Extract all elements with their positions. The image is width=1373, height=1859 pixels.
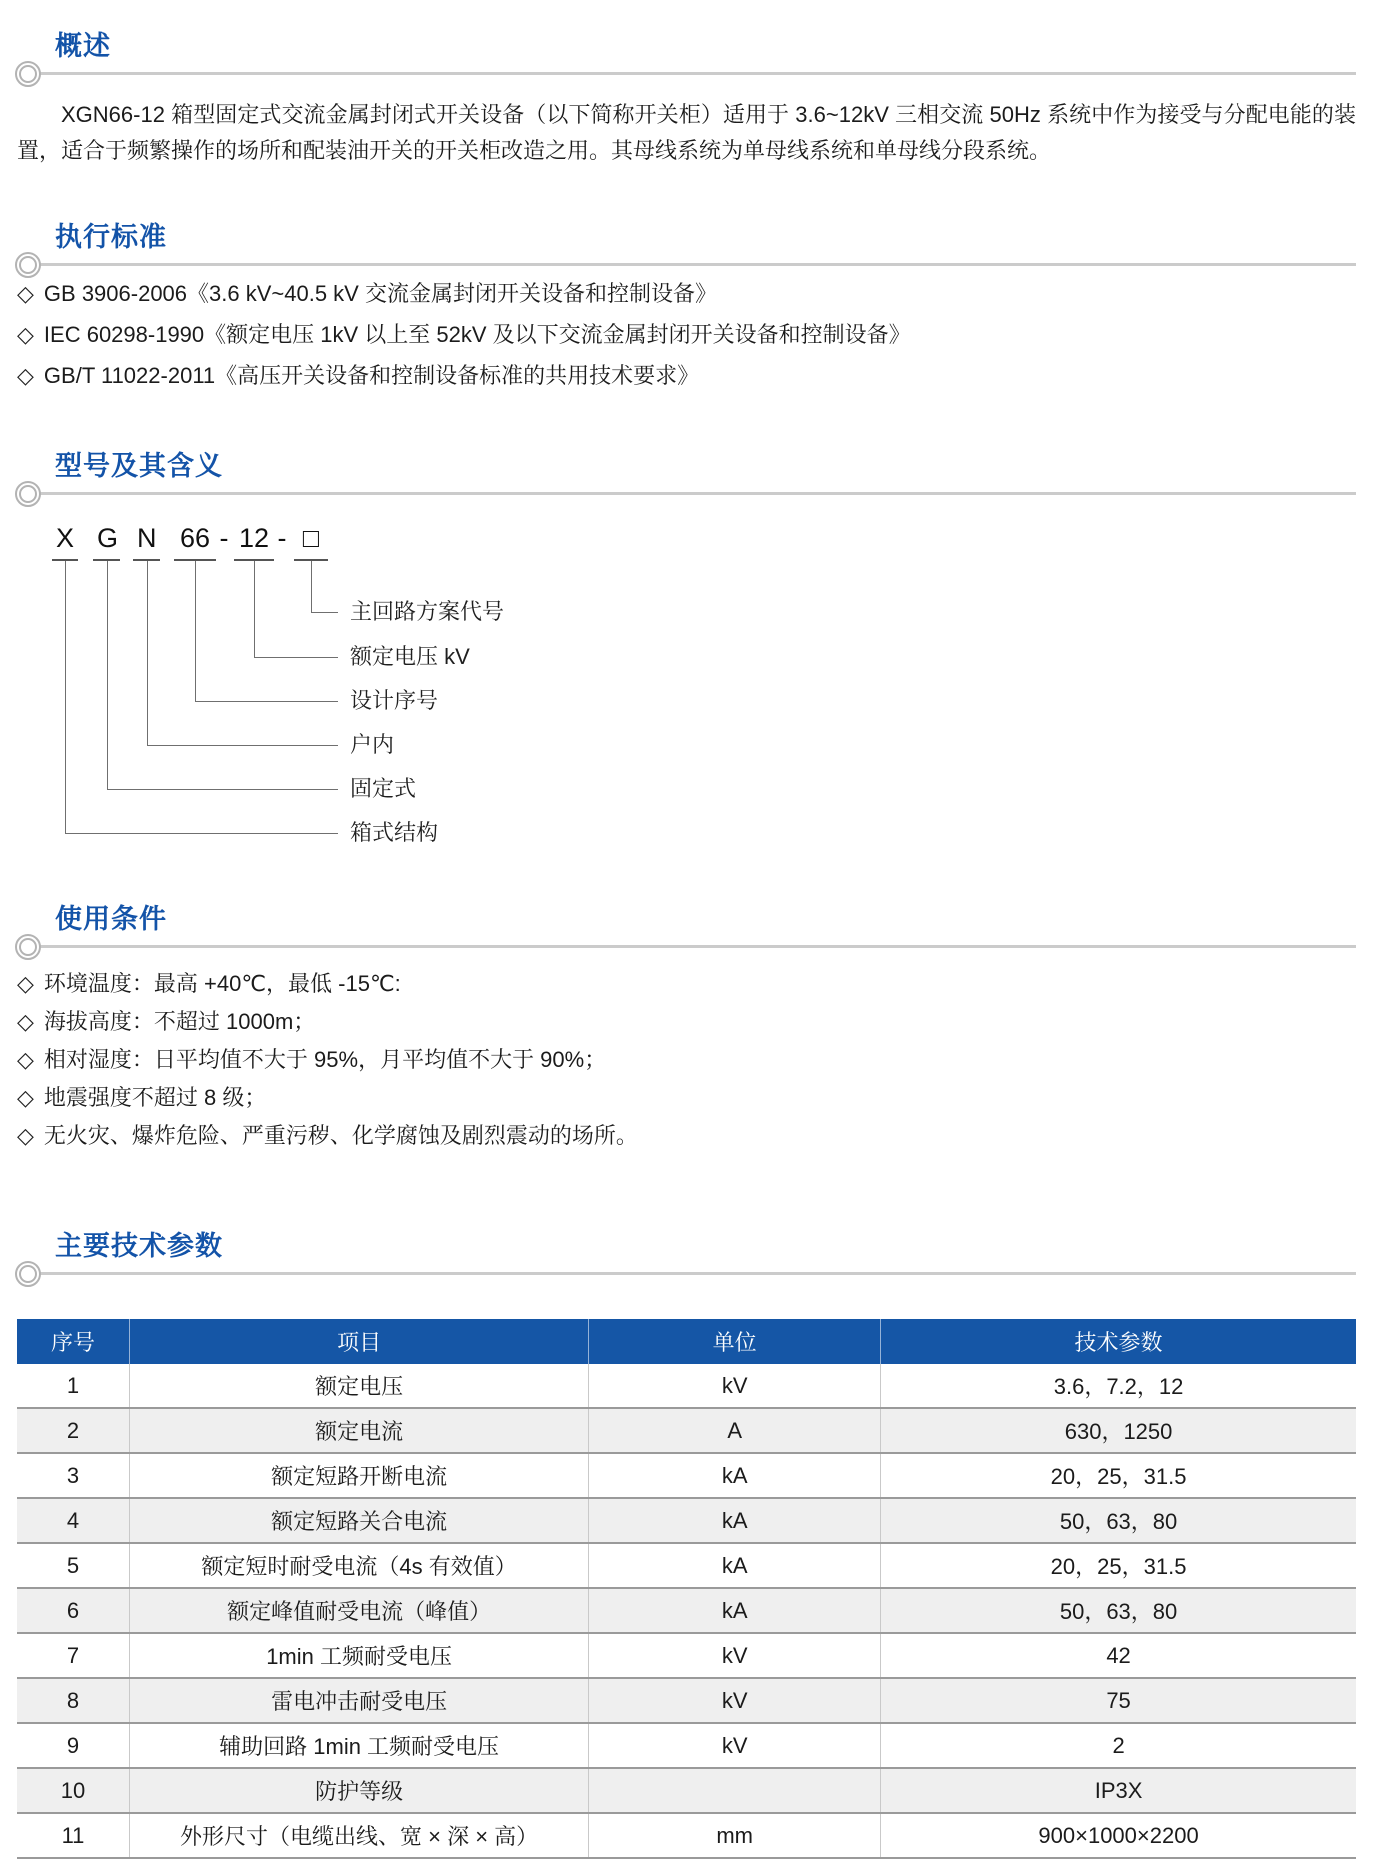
- table-cell: mm: [589, 1813, 881, 1858]
- table-cell: kV: [589, 1633, 881, 1678]
- table-cell: 额定短路开断电流: [129, 1453, 588, 1498]
- model-code-part: -: [277, 523, 287, 553]
- condition-item: [17, 1010, 1356, 1034]
- model-code-part: G: [97, 523, 119, 553]
- table-cell: kV: [589, 1678, 881, 1723]
- section-header-model: [17, 450, 1356, 495]
- table-row: [17, 1678, 1356, 1723]
- section-title-model: 型号及其含义: [55, 451, 223, 481]
- diamond-bullet-icon: ◇: [17, 1047, 34, 1072]
- table-cell: 11: [17, 1813, 129, 1858]
- table-cell: 1min 工频耐受电压: [129, 1633, 588, 1678]
- model-code-diagram: [17, 523, 1356, 853]
- diamond-bullet-icon: ◇: [17, 971, 34, 996]
- table-cell: 额定峰值耐受电流（峰值）: [129, 1588, 588, 1633]
- section-title-parameters: 主要技术参数: [55, 1231, 223, 1261]
- section-divider: [29, 263, 1356, 266]
- table-cell: 20，25，31.5: [881, 1453, 1356, 1498]
- table-cell: 630，1250: [881, 1408, 1356, 1453]
- table-cell: 额定电压: [129, 1364, 588, 1408]
- table-row: [17, 1723, 1356, 1768]
- table-cell: 50，63，80: [881, 1588, 1356, 1633]
- table-cell: 5: [17, 1543, 129, 1588]
- diamond-bullet-icon: ◇: [17, 1123, 34, 1148]
- model-code-part: 12: [238, 523, 270, 553]
- model-code-part: X: [56, 523, 75, 553]
- table-row: [17, 1364, 1356, 1408]
- section-title-overview: 概述: [55, 31, 111, 61]
- table-cell: 1: [17, 1364, 129, 1408]
- table-cell: kA: [589, 1453, 881, 1498]
- model-code-label: 箱式结构: [350, 820, 439, 845]
- table-cell: 9: [17, 1723, 129, 1768]
- table-cell: 辅助回路 1min 工频耐受电压: [129, 1723, 588, 1768]
- model-code-part: 66: [179, 523, 211, 553]
- standard-item-text: IEC 60298-1990《额定电压 1kV 以上至 52kV 及以下交流金属封闭开关设备和控制设备》: [43, 322, 911, 347]
- table-cell: [589, 1768, 881, 1813]
- section-divider: [29, 1272, 1356, 1275]
- diamond-bullet-icon: ◇: [17, 363, 34, 388]
- table-cell: 20，25，31.5: [881, 1543, 1356, 1588]
- parameters-table: [17, 1319, 1356, 1859]
- table-cell: kA: [589, 1498, 881, 1543]
- ring-icon: [15, 1261, 41, 1287]
- table-header-cell: 项目: [129, 1319, 588, 1364]
- diamond-bullet-icon: ◇: [17, 322, 34, 347]
- conditions-list: [17, 972, 1356, 1148]
- table-row: [17, 1498, 1356, 1543]
- table-cell: 额定短路关合电流: [129, 1498, 588, 1543]
- table-row: [17, 1633, 1356, 1678]
- table-cell: kV: [589, 1364, 881, 1408]
- table-row: [17, 1768, 1356, 1813]
- overview-paragraph: XGN66-12 箱型固定式交流金属封闭式开关设备（以下简称开关柜）适用于 3.6~12kV 三相交流 50Hz 系统中作为接受与分配电能的装置，适合于频繁操作的场所和配装油开关的开关柜改造之用。其母线系统为单母线系统和单母线分段系统。: [17, 102, 1356, 163]
- table-cell: 雷电冲击耐受电压: [129, 1678, 588, 1723]
- table-header-row: [17, 1319, 1356, 1364]
- table-cell: 2: [881, 1723, 1356, 1768]
- standard-item: [17, 364, 1356, 388]
- diamond-bullet-icon: ◇: [17, 1009, 34, 1034]
- table-cell: 75: [881, 1678, 1356, 1723]
- condition-item-text: 地震强度不超过 8 级；: [43, 1085, 267, 1110]
- condition-item-text: 相对湿度：日平均值不大于 95%，月平均值不大于 90%；: [43, 1047, 607, 1072]
- standards-list: [17, 282, 1356, 388]
- condition-item-text: 无火灾、爆炸危险、严重污秽、化学腐蚀及剧烈震动的场所。: [43, 1123, 638, 1148]
- model-code-label: 固定式: [350, 776, 417, 801]
- condition-item: [17, 1086, 1356, 1110]
- table-cell: 3.6，7.2，12: [881, 1364, 1356, 1408]
- table-cell: 50，63，80: [881, 1498, 1356, 1543]
- condition-item: [17, 1048, 1356, 1072]
- section-header-conditions: [17, 903, 1356, 948]
- table-cell: 2: [17, 1408, 129, 1453]
- model-code-label: 额定电压 kV: [350, 644, 470, 669]
- model-code-part: □: [302, 523, 320, 553]
- diamond-bullet-icon: ◇: [17, 281, 34, 306]
- table-header-cell: 单位: [589, 1319, 881, 1364]
- table-cell: kV: [589, 1723, 881, 1768]
- table-header-cell: 技术参数: [881, 1319, 1356, 1364]
- table-cell: 4: [17, 1498, 129, 1543]
- standard-item-text: GB 3906-2006《3.6 kV~40.5 kV 交流金属封闭开关设备和控制设备》: [43, 281, 717, 306]
- ring-icon: [15, 61, 41, 87]
- table-cell: 3: [17, 1453, 129, 1498]
- table-cell: 6: [17, 1588, 129, 1633]
- table-cell: kA: [589, 1543, 881, 1588]
- section-divider: [29, 492, 1356, 495]
- section-divider: [29, 945, 1356, 948]
- table-row: [17, 1813, 1356, 1858]
- section-header-overview: [17, 30, 1356, 75]
- model-code-label: 户内: [350, 732, 395, 757]
- table-cell: 外形尺寸（电缆出线、宽 × 深 × 高）: [129, 1813, 588, 1858]
- standard-item: [17, 323, 1356, 347]
- table-cell: A: [589, 1408, 881, 1453]
- table-cell: 900×1000×2200: [881, 1813, 1356, 1858]
- standard-item: [17, 282, 1356, 306]
- model-code-part: N: [137, 523, 157, 553]
- model-code-label: 设计序号: [350, 688, 439, 713]
- table-row: [17, 1453, 1356, 1498]
- ring-icon: [15, 934, 41, 960]
- table-cell: 防护等级: [129, 1768, 588, 1813]
- table-cell: 7: [17, 1633, 129, 1678]
- section-header-parameters: [17, 1230, 1356, 1275]
- section-divider: [29, 72, 1356, 75]
- section-title-standards: 执行标准: [55, 222, 167, 252]
- condition-item: [17, 1124, 1356, 1148]
- table-cell: 42: [881, 1633, 1356, 1678]
- table-cell: 额定短时耐受电流（4s 有效值）: [129, 1543, 588, 1588]
- section-title-conditions: 使用条件: [55, 904, 167, 934]
- standard-item-text: GB/T 11022-2011《高压开关设备和控制设备标准的共用技术要求》: [43, 363, 700, 388]
- connector-line: [65, 561, 338, 834]
- document-page: [17, 30, 1356, 1859]
- diamond-bullet-icon: ◇: [17, 1085, 34, 1110]
- model-code-part: -: [219, 523, 229, 553]
- table-row: [17, 1588, 1356, 1633]
- ring-icon: [15, 252, 41, 278]
- ring-icon: [15, 481, 41, 507]
- model-code-label: 主回路方案代号: [350, 599, 505, 624]
- condition-item-text: 环境温度：最高 +40℃，最低 -15℃:: [43, 971, 401, 996]
- section-header-standards: [17, 221, 1356, 266]
- table-cell: 8: [17, 1678, 129, 1723]
- table-row: [17, 1543, 1356, 1588]
- table-cell: 10: [17, 1768, 129, 1813]
- condition-item-text: 海拔高度：不超过 1000m；: [43, 1009, 316, 1034]
- table-header-cell: 序号: [17, 1319, 129, 1364]
- table-cell: kA: [589, 1588, 881, 1633]
- table-cell: IP3X: [881, 1768, 1356, 1813]
- condition-item: [17, 972, 1356, 996]
- table-cell: 额定电流: [129, 1408, 588, 1453]
- table-row: [17, 1408, 1356, 1453]
